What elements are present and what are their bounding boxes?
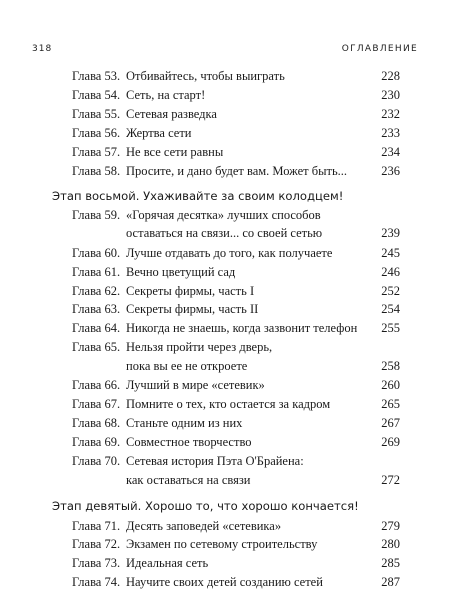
- chapter-title: Никогда не знаешь, когда зазвонит телефон: [126, 321, 358, 335]
- chapter-number: Глава 59.: [72, 208, 121, 222]
- toc-entry-53[interactable]: [72, 67, 400, 85]
- page-ref: 245: [381, 246, 400, 260]
- toc-entry-59[interactable]: [72, 206, 400, 224]
- chapter-number: Глава 67.: [72, 397, 121, 411]
- chapter-title: Нельзя пройти через дверь,: [126, 340, 273, 354]
- chapter-title: Идеальная сеть: [126, 556, 209, 570]
- toc-entry-62[interactable]: [72, 282, 400, 300]
- page-ref: 285: [381, 556, 400, 570]
- chapter-number: Глава 54.: [72, 88, 121, 102]
- toc-entry-66[interactable]: [72, 376, 400, 394]
- chapter-number: Глава 66.: [72, 378, 121, 392]
- page-ref: 239: [381, 226, 400, 240]
- chapter-number: Глава 63.: [72, 302, 121, 316]
- chapter-number: Глава 60.: [72, 246, 121, 260]
- chapter-title: Десять заповедей «сетевика»: [126, 519, 282, 533]
- stage-eight-heading[interactable]: Этап восьмой. Ухаживайте за своим колодцем!: [52, 189, 344, 203]
- page-ref: 272: [381, 473, 400, 487]
- chapter-title: Научите своих детей созданию сетей: [126, 575, 323, 589]
- chapter-title-continuation: как оставаться на связи: [126, 473, 251, 487]
- toc-entry-56[interactable]: [72, 124, 400, 142]
- page-ref: 280: [381, 537, 400, 551]
- toc-entry-65[interactable]: [72, 338, 400, 356]
- page-ref: 255: [381, 321, 400, 335]
- page-ref: 230: [381, 88, 400, 102]
- page-ref: 269: [381, 435, 400, 449]
- toc-entry-57[interactable]: [72, 143, 400, 161]
- chapter-title: Лучше отдавать до того, как получаете: [126, 246, 333, 260]
- chapter-number: Глава 72.: [72, 537, 121, 551]
- section-title: ОГЛАВЛЕНИЕ: [341, 44, 418, 54]
- toc-entry-71[interactable]: [72, 517, 400, 535]
- chapter-title: Сетевая история Пэта О'Брайена:: [126, 454, 304, 468]
- toc-entry-68[interactable]: [72, 414, 400, 432]
- page-ref: 265: [381, 397, 400, 411]
- toc-entry-60[interactable]: [72, 244, 400, 262]
- page-ref: 279: [381, 519, 400, 533]
- chapter-title: Жертва сети: [126, 126, 192, 140]
- toc-entry-72[interactable]: [72, 535, 400, 553]
- page-ref: 236: [381, 164, 400, 178]
- page-ref: 260: [381, 378, 400, 392]
- toc-entry-61[interactable]: [72, 263, 400, 281]
- page-ref: 232: [381, 107, 400, 121]
- toc-entry-69[interactable]: [72, 433, 400, 451]
- page-ref: 246: [381, 265, 400, 279]
- chapter-title-continuation: оставаться на связи... со своей сетью: [126, 226, 323, 240]
- chapter-title: Секреты фирмы, часть II: [126, 302, 259, 316]
- chapter-title: Не все сети равны: [126, 145, 224, 159]
- chapter-title: Помните о тех, кто остается за кадром: [126, 397, 331, 411]
- chapter-number: Глава 62.: [72, 284, 121, 298]
- chapter-number: Глава 74.: [72, 575, 121, 589]
- chapter-number: Глава 73.: [72, 556, 121, 570]
- page-ref: 258: [381, 359, 400, 373]
- running-header: [32, 44, 418, 56]
- chapter-title: Вечно цветущий сад: [126, 265, 236, 279]
- chapter-number: Глава 61.: [72, 265, 121, 279]
- chapter-title: Просите, и дано будет вам. Может быть...: [126, 164, 348, 178]
- chapter-number: Глава 56.: [72, 126, 121, 140]
- stage-nine-heading[interactable]: Этап девятый. Хорошо то, что хорошо кончается!: [52, 499, 359, 513]
- chapter-number: Глава 71.: [72, 519, 121, 533]
- toc-entry-73[interactable]: [72, 554, 400, 572]
- chapter-number: Глава 57.: [72, 145, 121, 159]
- chapter-title: Сеть, на старт!: [126, 88, 206, 102]
- page-ref: 287: [381, 575, 400, 589]
- page-ref: 254: [381, 302, 400, 316]
- chapter-number: Глава 65.: [72, 340, 121, 354]
- chapter-title: Сетевая разведка: [126, 107, 217, 121]
- chapter-number: Глава 53.: [72, 69, 121, 83]
- page-number: 318: [32, 44, 53, 54]
- chapter-number: Глава 70.: [72, 454, 121, 468]
- chapter-title: Экзамен по сетевому строительству: [126, 537, 318, 551]
- chapter-title: Лучший в мире «сетевик»: [126, 378, 265, 392]
- toc-entry-70[interactable]: [72, 452, 400, 470]
- page-ref: 228: [381, 69, 400, 83]
- toc-entry-67[interactable]: [72, 395, 400, 413]
- chapter-number: Глава 58.: [72, 164, 121, 178]
- chapter-title: Секреты фирмы, часть I: [126, 284, 255, 298]
- chapter-number: Глава 69.: [72, 435, 121, 449]
- page-ref: 234: [381, 145, 400, 159]
- page-ref: 267: [381, 416, 400, 430]
- chapter-number: Глава 55.: [72, 107, 121, 121]
- chapter-title: Совместное творчество: [126, 435, 252, 449]
- chapter-title: Станьте одним из них: [126, 416, 243, 430]
- chapter-number: Глава 68.: [72, 416, 121, 430]
- toc-entry-55[interactable]: [72, 105, 400, 123]
- toc-entry-74[interactable]: [72, 573, 400, 591]
- chapter-title: Отбивайтесь, чтобы выиграть: [126, 69, 285, 83]
- toc-entry-63[interactable]: [72, 300, 400, 318]
- toc-entry-64[interactable]: [72, 319, 400, 337]
- chapter-number: Глава 64.: [72, 321, 121, 335]
- page-ref: 233: [381, 126, 400, 140]
- page-ref: 252: [381, 284, 400, 298]
- toc-entry-54[interactable]: [72, 86, 400, 104]
- chapter-title: «Горячая десятка» лучших способов: [126, 208, 321, 222]
- chapter-title-continuation: пока вы ее не откроете: [126, 359, 248, 373]
- toc-entry-58[interactable]: [72, 162, 400, 180]
